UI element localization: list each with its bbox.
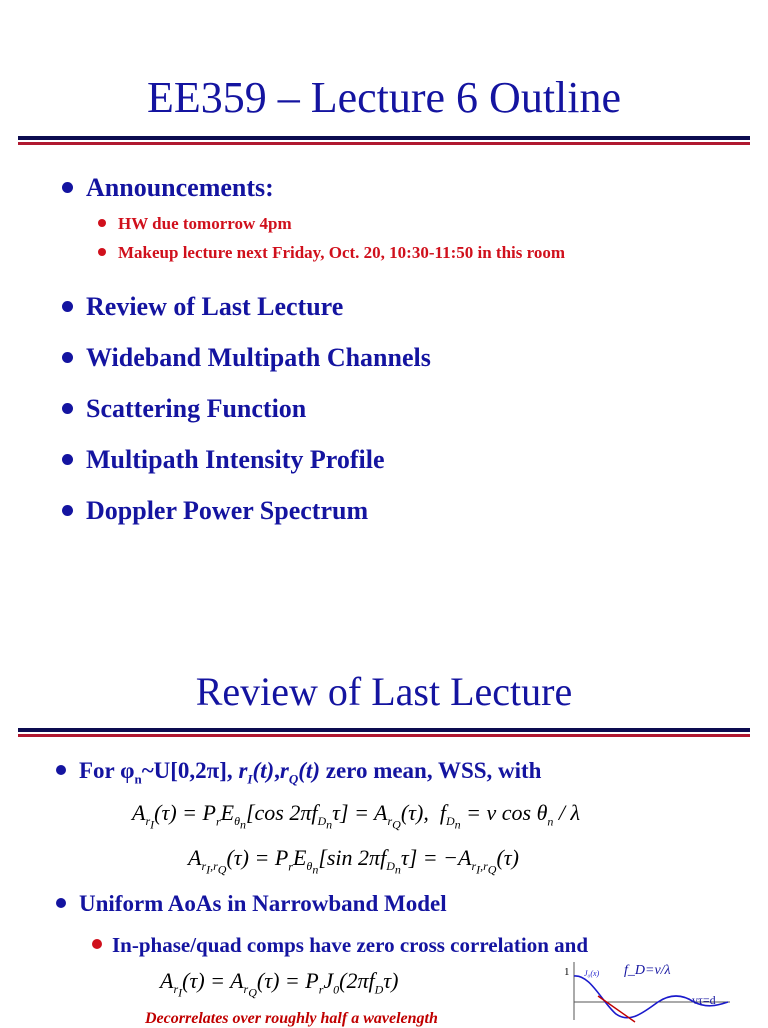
sub-bullet-dot [92,939,102,949]
slide1-title: EE359 – Lecture 6 Outline [146,73,622,122]
outline-item: Scattering Function [62,394,306,424]
plot-j0-label: J₀(x) [584,969,600,978]
plot-x-label: vτ=d [692,993,716,1007]
equation-autocorrelation: $A_{r_I}(\tau) = P_rE_{\theta_n}[\cos$ $2\pi f_{D_n}\tau] = A_{r_Q}(\tau)$, $f_{D_n} = v$ $\cos \theta_n$ / λ [132,800,581,832]
outline-item: Doppler Power Spectrum [62,496,368,526]
slide2-title-rule [18,728,750,737]
bullet-dot [62,352,73,363]
announcement-item: Makeup lecture next Friday, Oct. 20, 10:30-11:50 in this room [98,243,565,263]
bullet-dot [62,182,73,193]
pointer-arrow [598,996,635,1022]
announcement-item: HW due tomorrow 4pm [98,214,292,234]
slide1-title-rule [18,136,750,145]
outline-item: Multipath Intensity Profile [62,445,385,475]
bullet-uniform-aoas: Uniform AoAs in Narrowband Model [56,891,447,917]
bullet-review-conditions: For $\varphi_n\sim U[0,2\pi]$, $r_I(t),r_Q(t)$ zero mean, WSS, with [56,758,541,788]
bullet-dot [56,765,66,775]
outline-item: Review of Last Lecture [62,292,343,322]
slide2-title: Review of Last Lecture [195,669,573,714]
bullet-dot [62,403,73,414]
announcements-label: Announcements: [86,173,274,202]
plot-fd-label: f_D=v/λ [624,963,671,978]
equation-bessel: $A_{r_I}(\tau) = A_{r_Q}(\tau) = P_rJ_0(2\pi f_D\tau)$ [160,968,399,1000]
sub-bullet-zero-cross: In-phase/quad comps have zero cross correlation and [92,933,588,958]
plot-y-label: 1 [564,966,570,978]
bullet-dot [62,454,73,465]
bullet-dot [62,505,73,516]
outline-item: Wideband Multipath Channels [62,343,431,373]
bessel-plot [560,960,750,1024]
sub-bullet-dot [98,248,106,256]
bullet-dot [62,301,73,312]
bullet-announcements [62,173,274,203]
bullet-dot [56,898,66,908]
sub-bullet-dot [98,219,106,227]
decorrelation-note: Decorrelates over roughly half a wavelength [145,1010,438,1027]
equation-cross-correlation: $A_{r_I,r_Q}(\tau) = P_rE_{\theta_n}[\sin$ $2\pi f_{D_n}\tau] = -A_{r_I,r_Q}(\tau)$ [188,845,519,877]
